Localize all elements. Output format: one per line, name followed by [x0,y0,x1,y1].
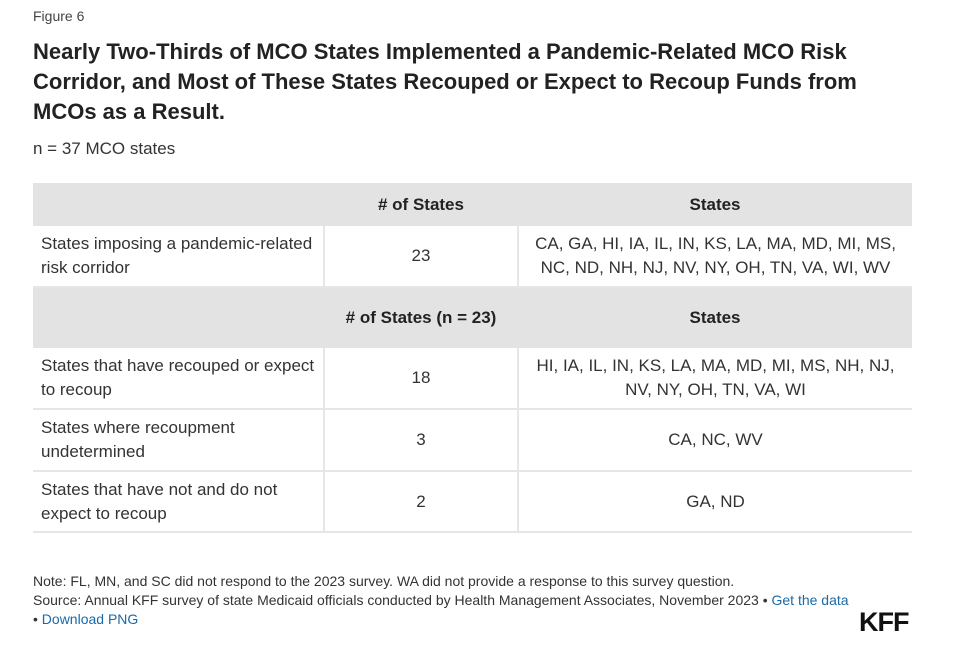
table-row [33,348,912,409]
source-line [33,591,853,629]
row-states: CA, NC, WV [518,409,912,471]
separator: • [758,592,772,608]
row-label: States imposing a pandemic-related risk corridor [33,226,324,287]
header-cell-count: # of States [324,183,518,226]
row-count: 23 [324,226,518,287]
separator: • [33,611,42,627]
table-header-row [33,183,912,226]
row-states: CA, GA, HI, IA, IL, IN, KS, LA, MA, MD, MI, MS, NC, ND, NH, NJ, NV, NY, OH, TN, VA, WI, WV [518,226,912,287]
subheader-cell-count: # of States (n = 23) [324,287,518,348]
row-count: 3 [324,409,518,471]
download-png-link[interactable]: Download PNG [41,611,139,627]
row-count: 18 [324,348,518,409]
row-states: HI, IA, IL, IN, KS, LA, MA, MD, MI, MS, NH, NJ, NV, NY, OH, TN, VA, WI [518,348,912,409]
row-label: States that have recouped or expect to recoup [33,348,324,409]
table-subheader-row [33,287,912,348]
figure-label: Figure 6 [33,8,85,24]
subheader-cell-blank [33,287,324,348]
subheader-cell-states: States [518,287,912,348]
row-states: GA, ND [518,471,912,532]
chart-subtitle: n = 37 MCO states [33,139,176,158]
table-row [33,409,912,471]
footnote: Note: FL, MN, and SC did not respond to the 2023 survey. WA did not provide a response to this survey question. [33,573,735,589]
footer-notes [33,572,853,629]
data-table [33,183,912,533]
chart-title: Nearly Two-Thirds of MCO States Implemented a Pandemic-Related MCO Risk Corridor, and Most of These States Recouped or Expect to Recoup Funds from MCOs as a Result. [33,39,857,124]
row-label: States where recoupment undetermined [33,409,324,471]
source-text: Source: Annual KFF survey of state Medicaid officials conducted by Health Management Associates, November 2023 [33,592,759,608]
kff-logo: KFF [859,607,909,637]
row-count: 2 [324,471,518,532]
table-row [33,226,912,287]
header-cell-blank [33,183,324,226]
get-data-link[interactable]: Get the data [771,592,849,608]
header-cell-states: States [518,183,912,226]
table-row [33,471,912,532]
row-label: States that have not and do not expect to recoup [33,471,324,532]
